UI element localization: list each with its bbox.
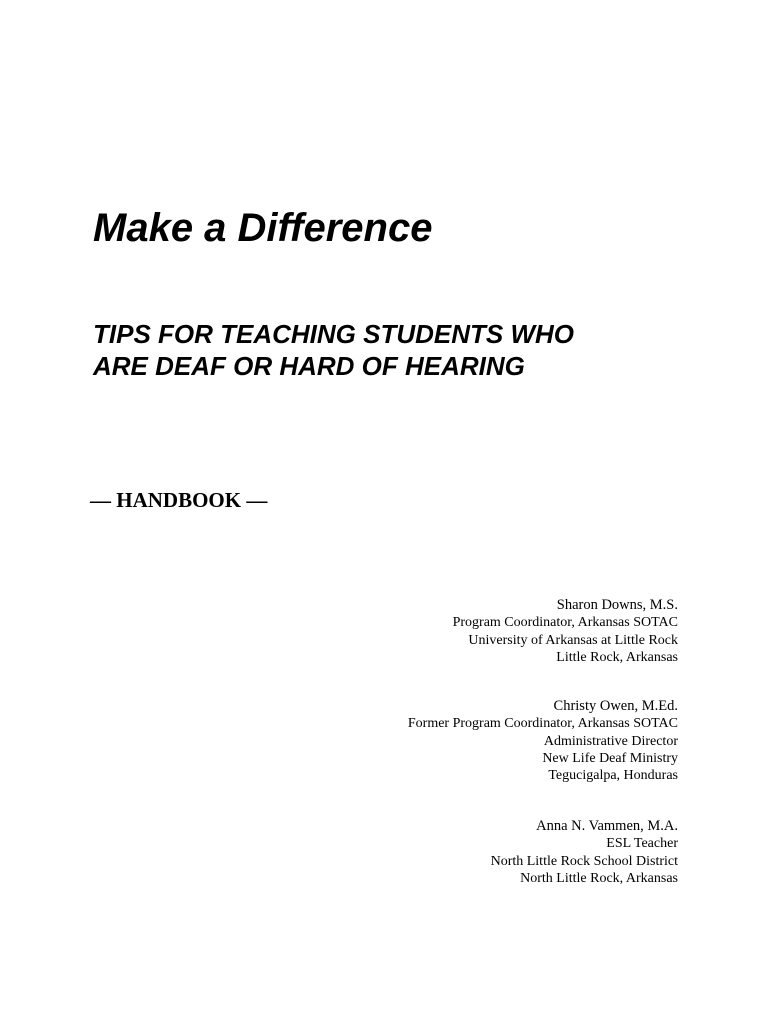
author-line: North Little Rock, Arkansas	[520, 870, 678, 886]
author-line: ESL Teacher	[606, 836, 678, 852]
author-line: Program Coordinator, Arkansas SOTAC	[452, 615, 678, 631]
author-line: Administrative Director	[543, 733, 678, 749]
author-name: Christy Owen, M.Ed.	[553, 698, 678, 714]
author-block	[453, 597, 678, 666]
author-block	[408, 698, 678, 784]
author-name: Anna N. Vammen, M.A.	[536, 818, 678, 834]
subtitle-line: TIPS FOR TEACHING STUDENTS WHO	[93, 319, 574, 349]
document-title: Make a Difference	[93, 206, 433, 250]
author-name: Sharon Downs, M.S.	[556, 597, 678, 613]
document-subtitle	[93, 318, 574, 382]
author-line: University of Arkansas at Little Rock	[468, 632, 678, 648]
author-line: New Life Deaf Ministry	[542, 750, 678, 766]
author-line: Tegucigalpa, Honduras	[548, 768, 678, 784]
subtitle-line: ARE DEAF OR HARD OF HEARING	[93, 351, 525, 381]
author-line: Little Rock, Arkansas	[556, 649, 678, 665]
author-line: North Little Rock School District	[490, 853, 678, 869]
author-block	[491, 818, 678, 887]
author-line: Former Program Coordinator, Arkansas SOTAC	[407, 716, 678, 732]
handbook-label: — HANDBOOK —	[90, 488, 268, 512]
